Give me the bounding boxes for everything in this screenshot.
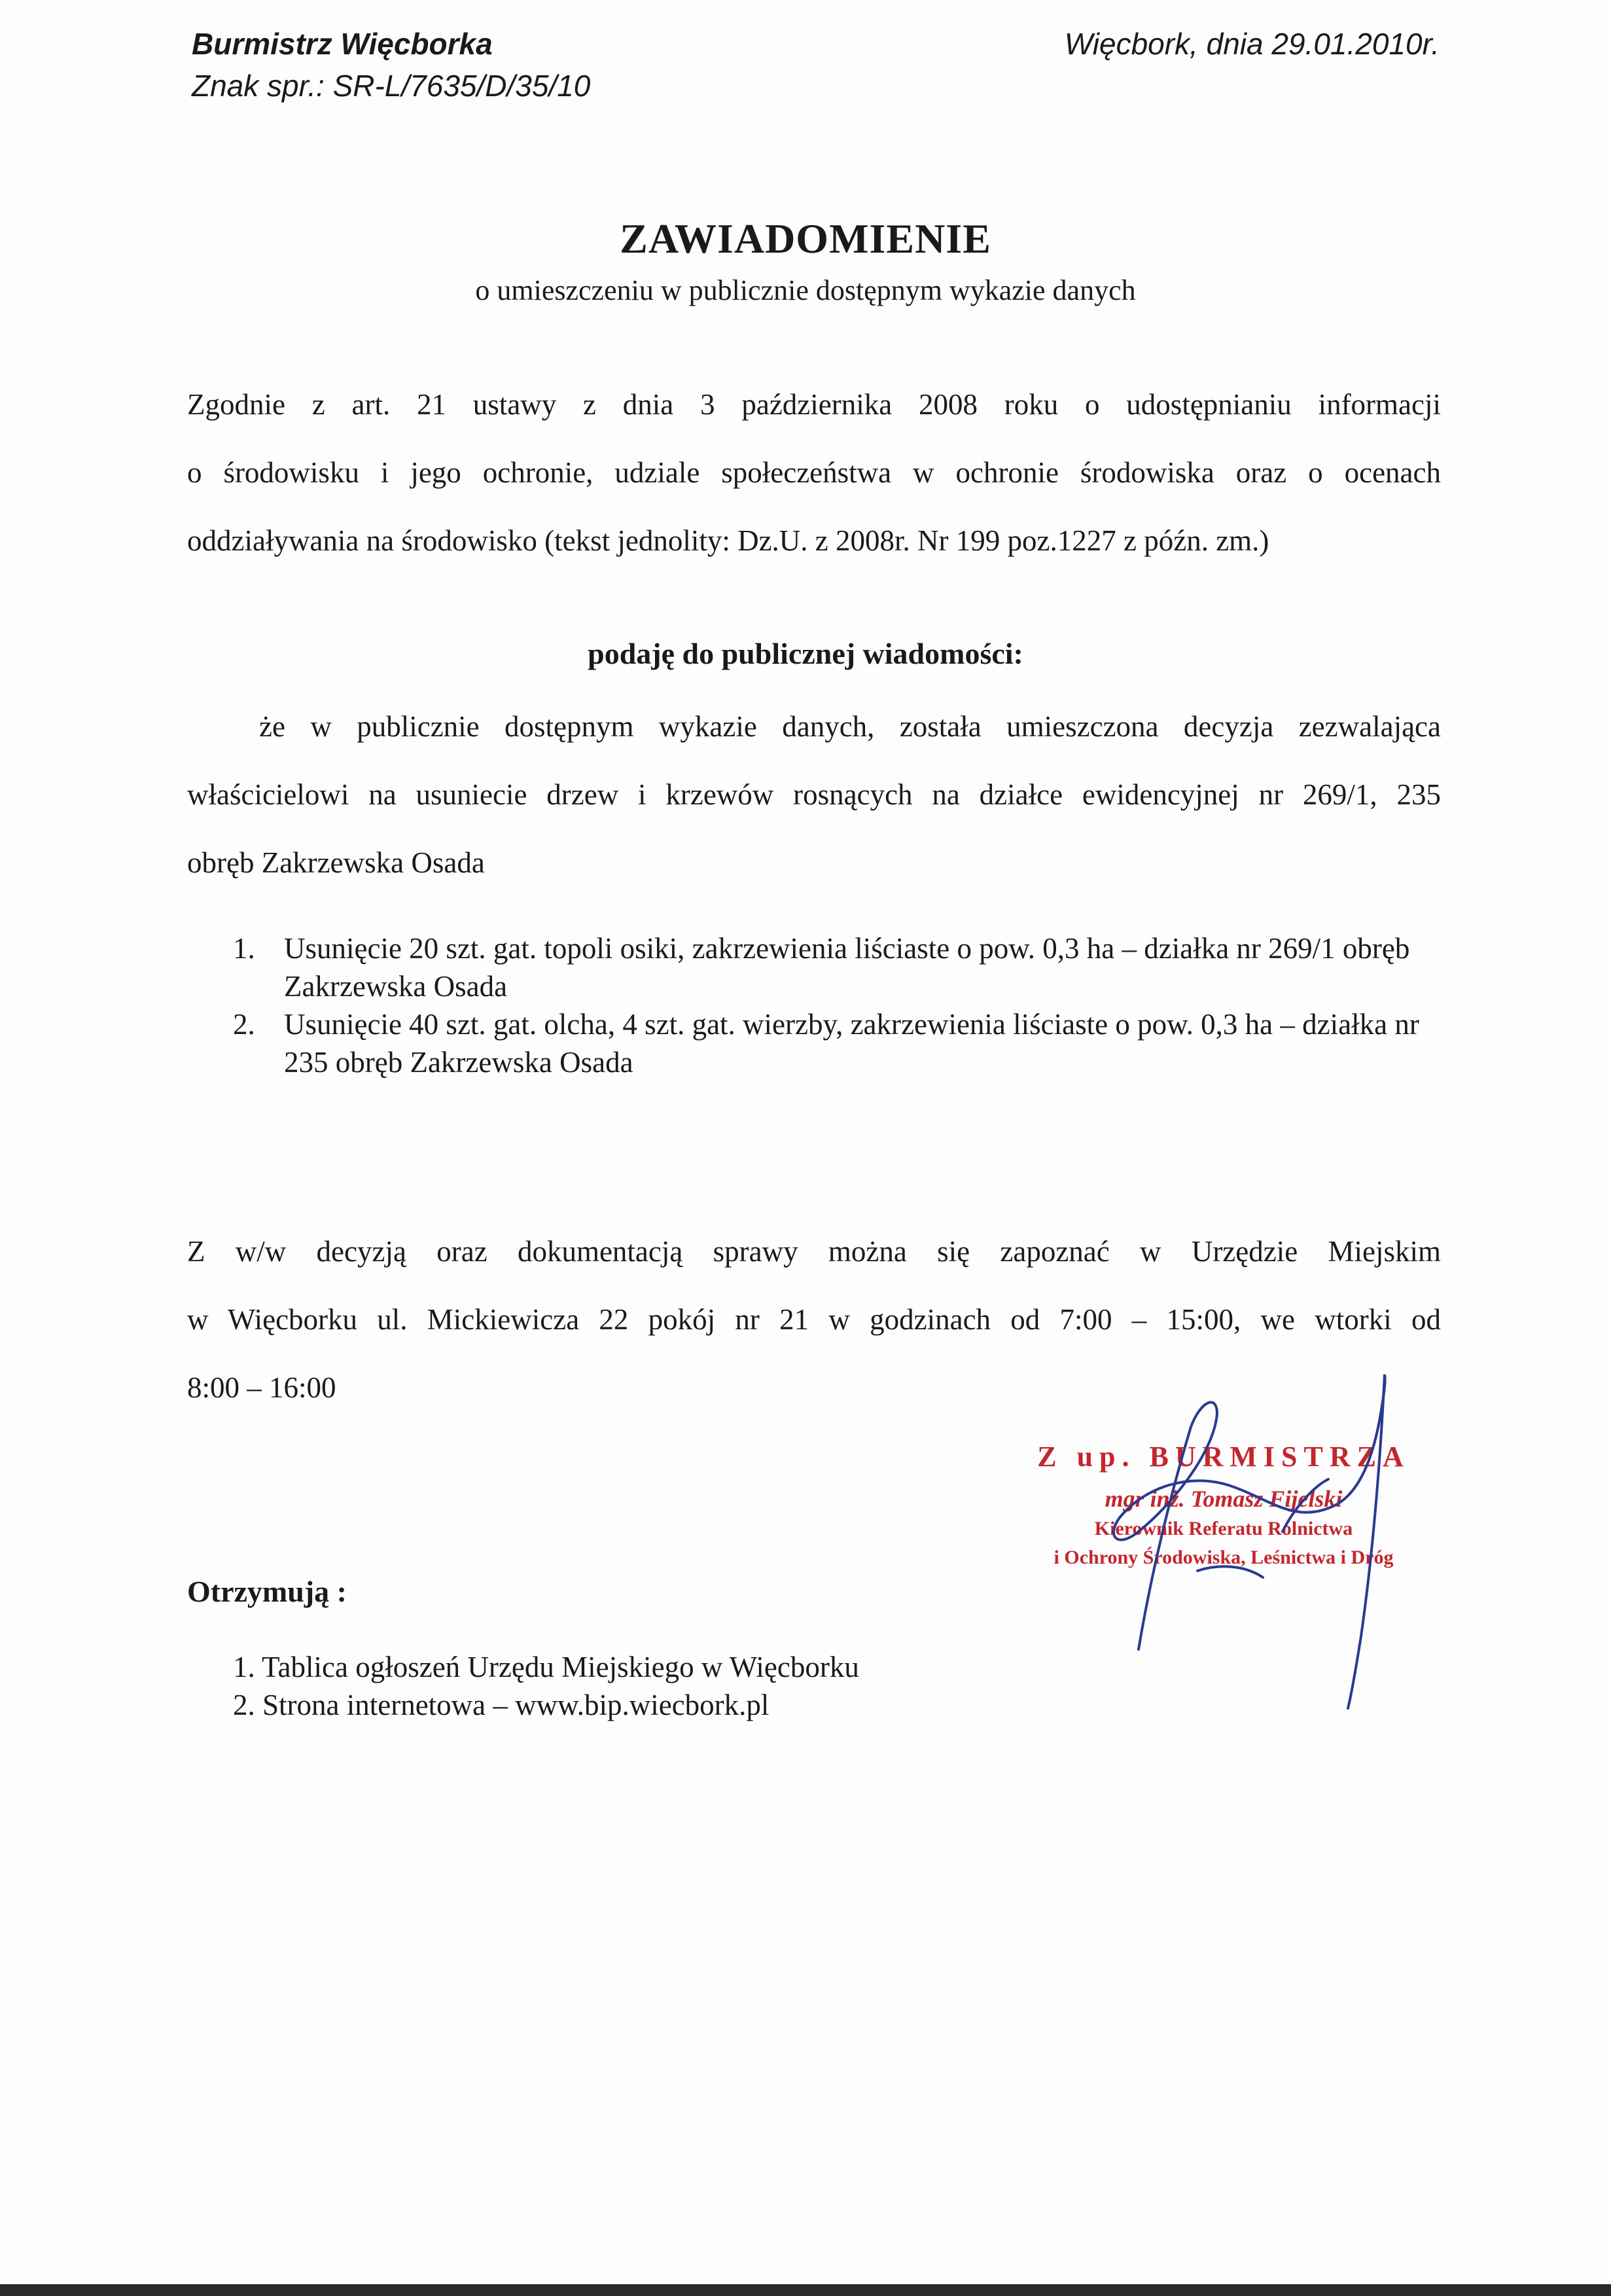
- stamp-position: Kierownik Referatu Rolnictwa: [1094, 1518, 1353, 1539]
- contact-paragraph: [187, 1217, 1441, 1422]
- decision-paragraph: [187, 692, 1441, 897]
- intro-line: oddziaływania na środowisko (tekst jednolity: Dz.U. z 2008r. Nr 199 poz.1227 z późn. zm.): [187, 524, 1269, 557]
- decision-line: obręb Zakrzewska Osada: [187, 846, 485, 879]
- intro-line: o środowisku i jego ochronie, udziale społeczeństwa w ochronie środowiska oraz o ocenach: [187, 456, 1441, 489]
- document-title: ZAWIADOMIENIE: [620, 215, 991, 262]
- contact-line: w Więcborku ul. Mickiewicza 22 pokój nr 21 w godzinach od 7:00 – 15:00, we wtorki od: [187, 1303, 1441, 1336]
- list-item: [233, 929, 1441, 1005]
- intro-line: Zgodnie z art. 21 ustawy z dnia 3 października 2008 roku o udostępnianiu informacji: [187, 388, 1441, 421]
- list-item: 2. Strona internetowa – www.bip.wiecbork.pl: [233, 1689, 770, 1721]
- list-item: 1. Tablica ogłoszeń Urzędu Miejskiego w Więcborku: [233, 1651, 859, 1683]
- intro-paragraph: [187, 370, 1441, 575]
- scan-edge: [0, 2284, 1611, 2296]
- decision-line: właścicielowi na usuniecie drzew i krzewów rosnących na działce ewidencyjnej nr 269/1, 235: [187, 778, 1441, 811]
- announcement-heading: podaję do publicznej wiadomości:: [588, 637, 1023, 670]
- recipients-list: [233, 1648, 859, 1724]
- official-stamp: [1021, 1440, 1426, 1570]
- issuer-name: Burmistrz Więcborka: [192, 27, 493, 61]
- document-subtitle: o umieszczeniu w publicznie dostępnym wykazie danych: [475, 274, 1136, 306]
- decision-line: że w publicznie dostępnym wykazie danych, została umieszczona decyzja zezwalająca: [259, 710, 1441, 743]
- list-item-number: 1.: [233, 932, 255, 965]
- stamp-title: Z up. BURMISTRZA: [1037, 1441, 1410, 1473]
- list-item-text: Usunięcie 40 szt. gat. olcha, 4 szt. gat. wierzby, zakrzewienia liściaste o pow. 0,3 ha – działka nr 235 obręb Zakrzewska Osada: [284, 1008, 1419, 1079]
- contact-line: Z w/w decyzją oraz dokumentacją sprawy można się zapoznać w Urzędzie Miejskim: [187, 1235, 1441, 1268]
- stamp-position: i Ochrony Środowiska, Leśnictwa i Dróg: [1053, 1547, 1394, 1568]
- stamp-name: mgr inż. Tomasz Fijelski: [1105, 1486, 1343, 1512]
- case-reference: Znak spr.: SR-L/7635/D/35/10: [192, 69, 591, 103]
- recipients-title: Otrzymują :: [187, 1575, 347, 1608]
- list-item-number: 2.: [233, 1008, 255, 1041]
- list-item: [233, 1005, 1441, 1081]
- decision-items-list: [233, 929, 1441, 1081]
- list-item-text: Usunięcie 20 szt. gat. topoli osiki, zakrzewienia liściaste o pow. 0,3 ha – działka nr 269/1 obręb Zakrzewska Osada: [284, 932, 1410, 1003]
- place-and-date: Więcbork, dnia 29.01.2010r.: [1064, 27, 1440, 61]
- contact-line: 8:00 – 16:00: [187, 1371, 336, 1404]
